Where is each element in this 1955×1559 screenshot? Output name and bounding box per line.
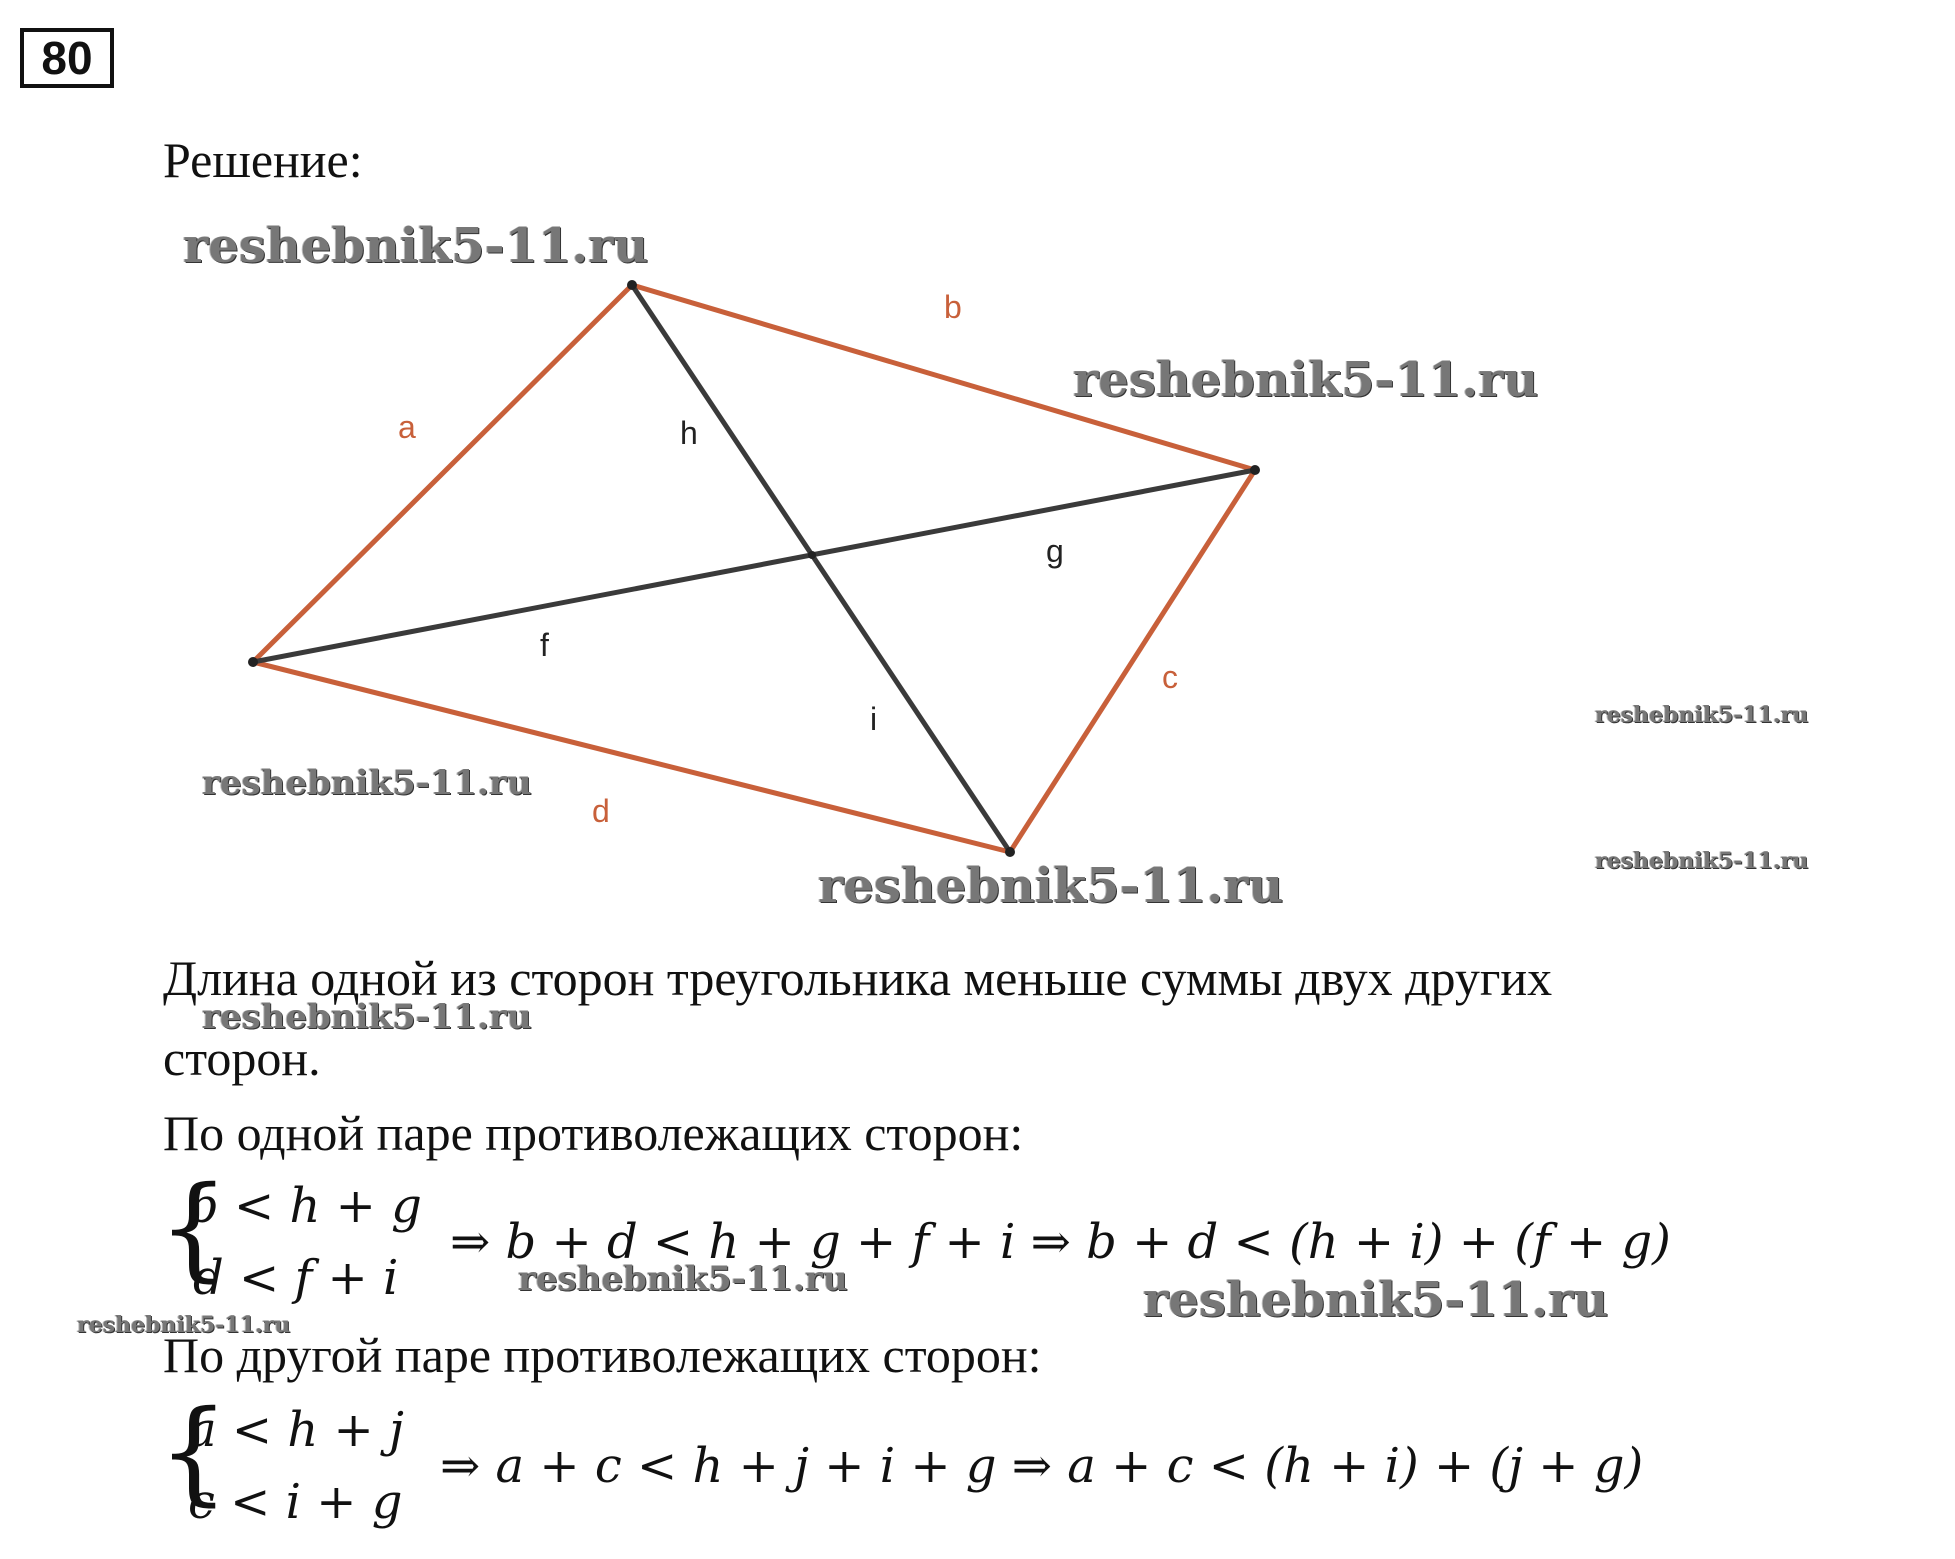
watermark: reshebnik5-11.ru <box>77 1312 291 1338</box>
system1-line-1: b < h + g <box>188 1178 422 1234</box>
watermark: reshebnik5-11.ru <box>1143 1272 1609 1328</box>
watermark: reshebnik5-11.ru <box>183 218 649 274</box>
diagonal-f-g <box>253 470 1255 662</box>
solution-heading: Решение: <box>163 132 363 188</box>
problem-number: 80 <box>20 28 114 88</box>
side-a <box>253 285 632 662</box>
label-i: i <box>870 701 878 737</box>
label-f: f <box>540 627 549 663</box>
label-c: c <box>1162 659 1178 695</box>
diagonal-intersection <box>808 551 816 559</box>
theorem-line-2: сторон. <box>163 1030 321 1086</box>
vertex-bottom <box>1005 847 1015 857</box>
vertex-top <box>627 280 637 290</box>
side-c <box>1010 470 1255 852</box>
label-g: g <box>1046 533 1064 569</box>
label-a: a <box>398 409 416 445</box>
side-d <box>253 662 1010 852</box>
watermark: reshebnik5-11.ru <box>202 763 532 803</box>
pair1-intro: По одной паре противолежащих сторон: <box>163 1105 1024 1161</box>
watermark: reshebnik5-11.ru <box>1595 702 1809 728</box>
system2-brace: { <box>158 1387 230 1517</box>
watermark: reshebnik5-11.ru <box>1595 848 1809 874</box>
system2-line-2: c < i + g <box>188 1474 403 1530</box>
vertex-right <box>1250 465 1260 475</box>
watermark: reshebnik5-11.ru <box>818 858 1284 914</box>
system1-line-2: d < f + i <box>193 1250 399 1306</box>
diagonal-h-i <box>632 285 1010 852</box>
pair2-intro: По другой паре противолежащих сторон: <box>163 1327 1042 1383</box>
watermark: reshebnik5-11.ru <box>202 997 532 1037</box>
system1-result: ⇒ b + d < h + g + f + i ⇒ b + d < (h + i) + (f + g) <box>450 1214 1671 1270</box>
vertex-left <box>248 657 258 667</box>
watermark: reshebnik5-11.ru <box>518 1259 848 1299</box>
watermark: reshebnik5-11.ru <box>1073 352 1539 408</box>
system2-result: ⇒ a + c < h + j + i + g ⇒ a + c < (h + i) + (j + g) <box>440 1438 1644 1494</box>
system2-line-1: a < h + j <box>188 1402 404 1458</box>
label-d: d <box>592 793 610 829</box>
system1-brace: { <box>158 1163 230 1293</box>
label-h: h <box>680 415 698 451</box>
label-b: b <box>944 289 962 325</box>
theorem-line-1: Длина одной из сторон треугольника меньше суммы двух других <box>163 950 1553 1006</box>
